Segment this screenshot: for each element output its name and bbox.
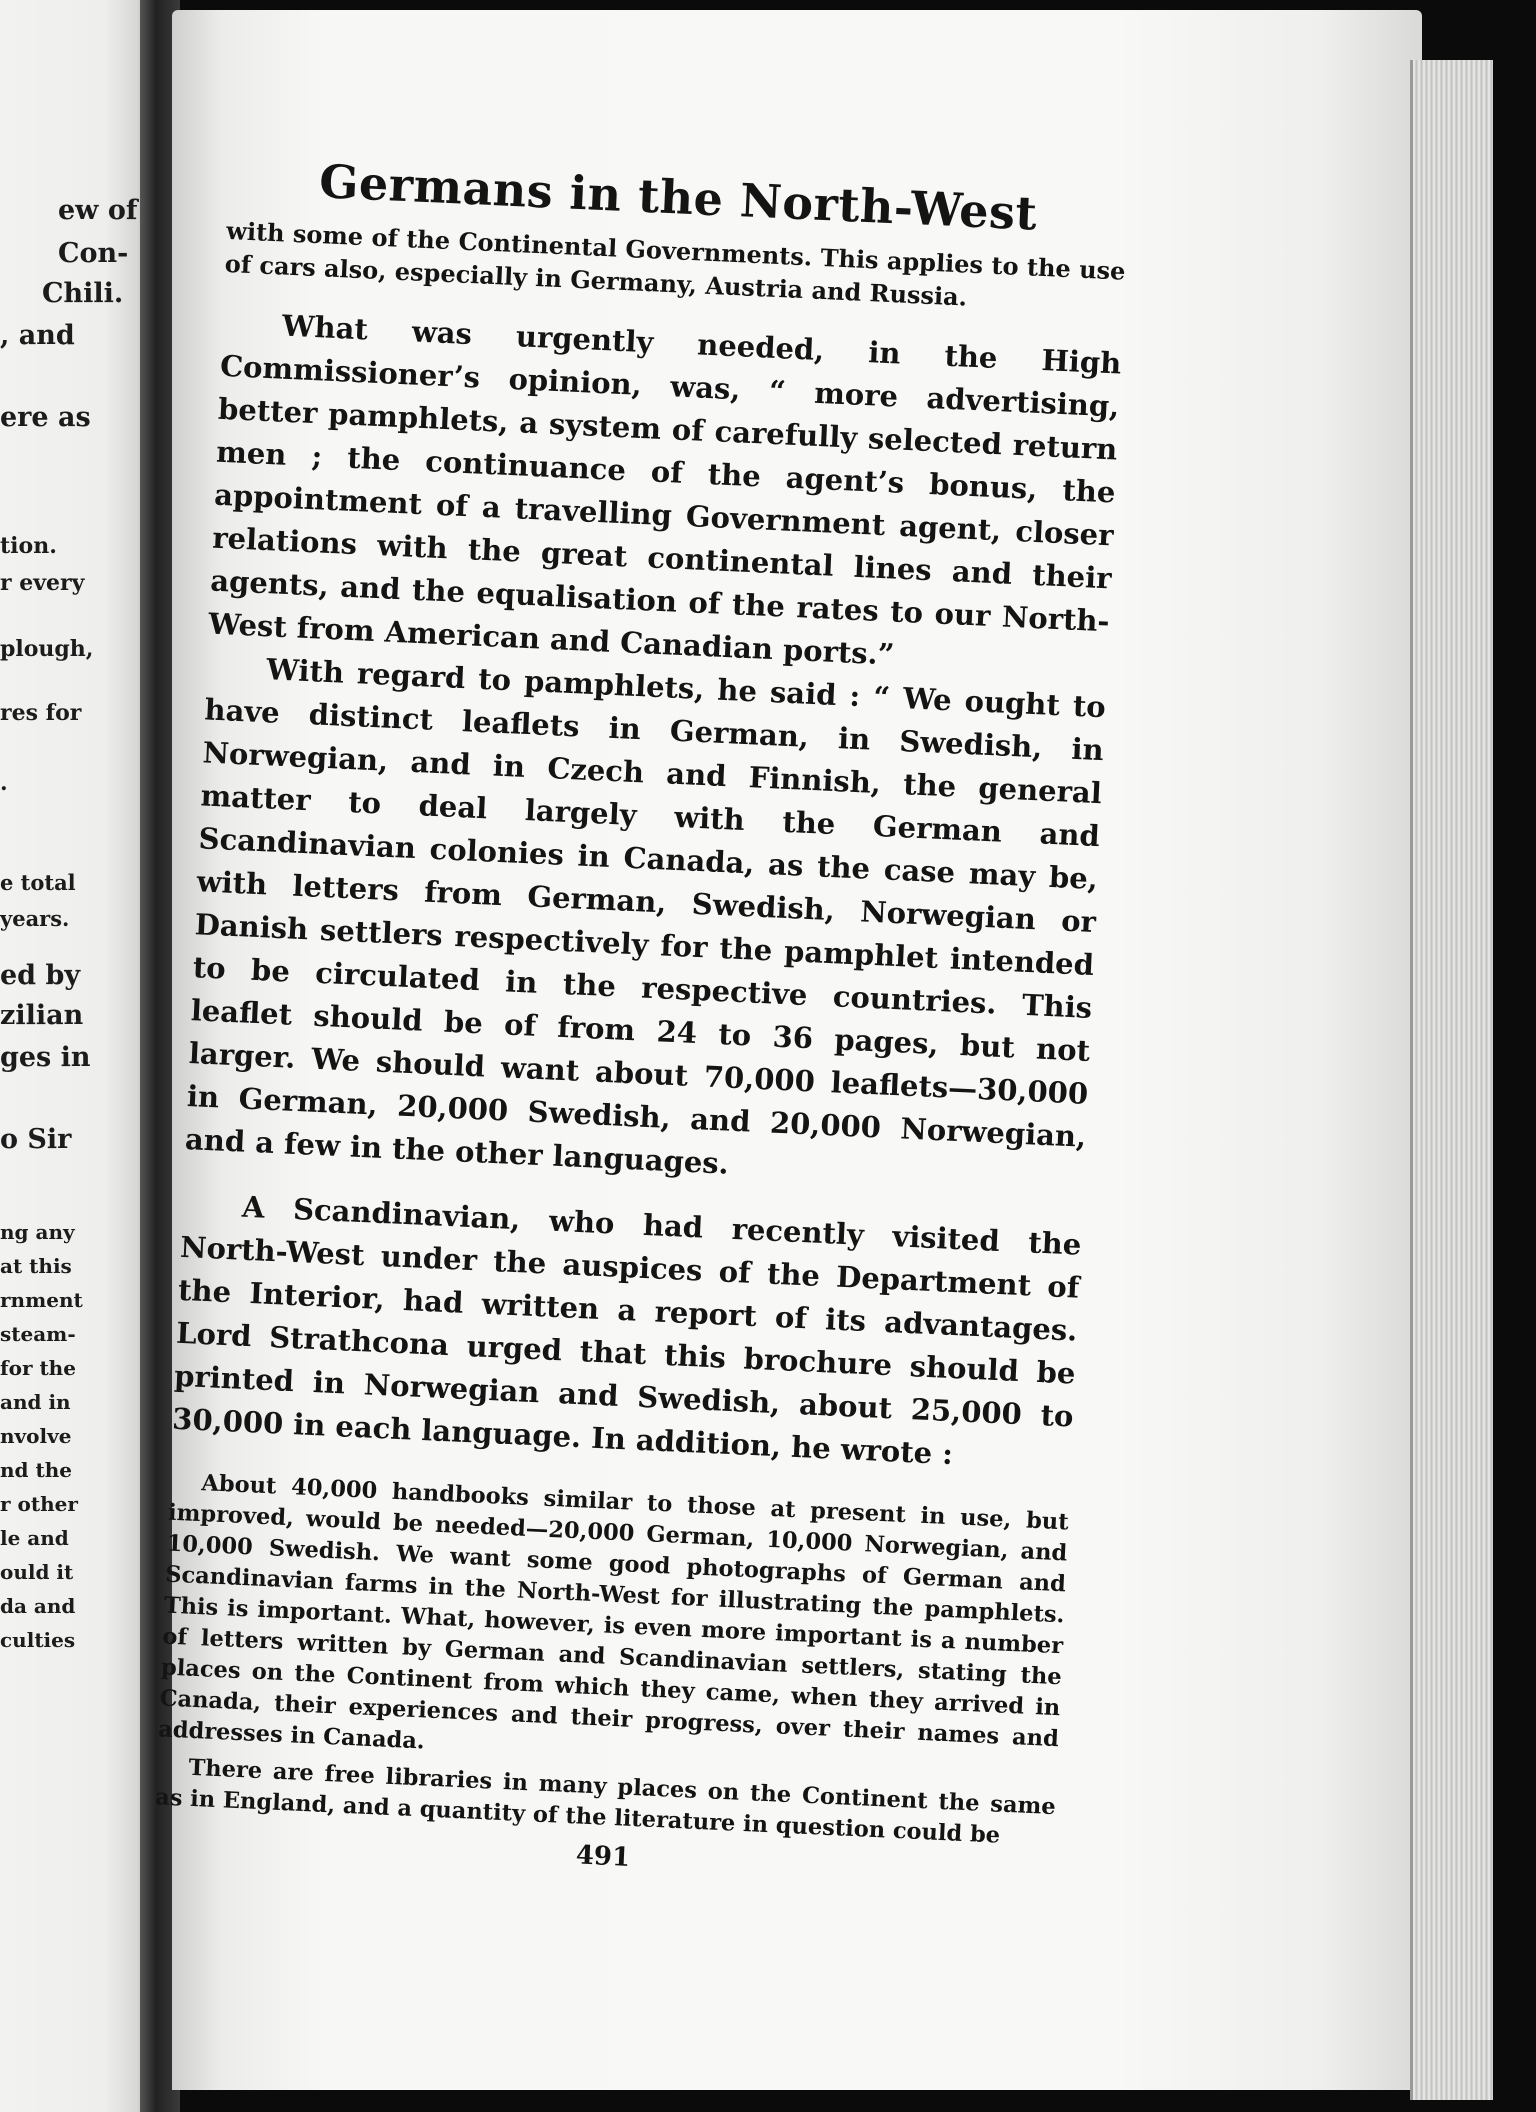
left-page-fragment: Con- (58, 238, 129, 269)
page-edges (1410, 60, 1493, 2100)
page-text-block (153, 150, 1129, 1892)
paragraph: What was urgently needed, in the High Commissioner’s opinion, was, “ more advertising, better pamphlets, a system of carefully selected return men ; the continuance of the agent’s bonus, the appointment of a travelling Government agent, closer relations with the great continental lines and their agents, and the equalisation of the rates to our North-West from American and Canadian ports.” (207, 308, 1122, 672)
left-page-fragment: Chili. (42, 278, 124, 309)
left-page-fragment: da and (0, 1594, 76, 1618)
left-page-fragment: ould it (0, 1560, 74, 1584)
left-page-fragment: ew of (58, 195, 138, 226)
left-page-fragment: . (0, 770, 8, 796)
left-page-fragment: ed by (0, 960, 81, 991)
running-head-title: Germans in the North-West (318, 154, 1039, 241)
left-page-fragment: o Sir (0, 1124, 72, 1155)
paragraph: With regard to pamphlets, he said : “ We ought to have distinct leaflets in German, in Swedish, in Norwegian, and in Czech and Finnish, the general matter to deal largely with the German and Scandinavian colonies in Canada, as the case may be, with letters from German, Swedish, Norwegian or Danish settlers respectively for the pamphlet intended to be circulated in the respective countries. This leaflet should be of from 24 to 36 pages, but not larger. We should want about 70,000 leaflets—30,000 in German, 20,000 Swedish, and 20,000 Norwegian, and a few in the other languages. (184, 652, 1107, 1181)
left-page-fragment: rnment (0, 1288, 83, 1312)
block-quote: About 40,000 handbooks similar to those at present in use, but improved, would be needed—20,000 German, 10,000 Norwegian, and 10,000 Swedish. We want some good photographs of German and Scandinavian farms in the North-West for illustrating the pamphlets. This is important. What, however, is even more important is a number of letters written by German and Scandinavian settlers, stating the places on the Continent from which they came, when they arrived in Canada, their experiences and their progress, over their names and addresses in Canada. (157, 1470, 1070, 1755)
left-page-fragment: ng any (0, 1220, 75, 1244)
left-page-fragment: tion. (0, 533, 57, 559)
left-page-fragment: r other (0, 1492, 78, 1516)
left-page-fragment: nd the (0, 1458, 72, 1482)
page-number: 491 (575, 1840, 631, 1873)
paragraph: with some of the Continental Governments. This applies to the use of cars also, especially in Germany, Austria and Russia. (224, 215, 1127, 312)
left-page (0, 0, 150, 2112)
left-page-fragment: and in (0, 1390, 71, 1414)
left-page-fragment: zilian (0, 1000, 84, 1031)
block-quote: There are free libraries in many places on the Continent the same as in England, and a quantity of the literature in question could be (154, 1754, 1057, 1849)
left-page-fragment: le and (0, 1526, 69, 1550)
left-page-fragment: for the (0, 1356, 76, 1380)
paragraph: A Scandinavian, who had recently visited the North-West under the auspices of the Department of the Interior, had written a report of its advantages. Lord Strathcona urged that this brochure should be printed in Norwegian and Swedish, about 25,000 to 30,000 in each language. In addition, he wrote : (171, 1189, 1082, 1472)
left-page-fragment: years. (0, 906, 70, 931)
left-page-fragment: plough, (0, 636, 94, 662)
left-page-fragment: at this (0, 1254, 72, 1278)
left-page-fragment: ere as (0, 402, 91, 433)
left-page-fragment: r every (0, 570, 85, 596)
left-page-fragment: steam- (0, 1322, 76, 1346)
left-page-fragment: res for (0, 700, 82, 726)
left-page-fragment: nvolve (0, 1424, 72, 1448)
left-page-fragment: e total (0, 870, 76, 895)
left-page-fragment: culties (0, 1628, 76, 1652)
left-page-fragment: ges in (0, 1042, 91, 1073)
left-page-fragment: , and (0, 320, 75, 351)
